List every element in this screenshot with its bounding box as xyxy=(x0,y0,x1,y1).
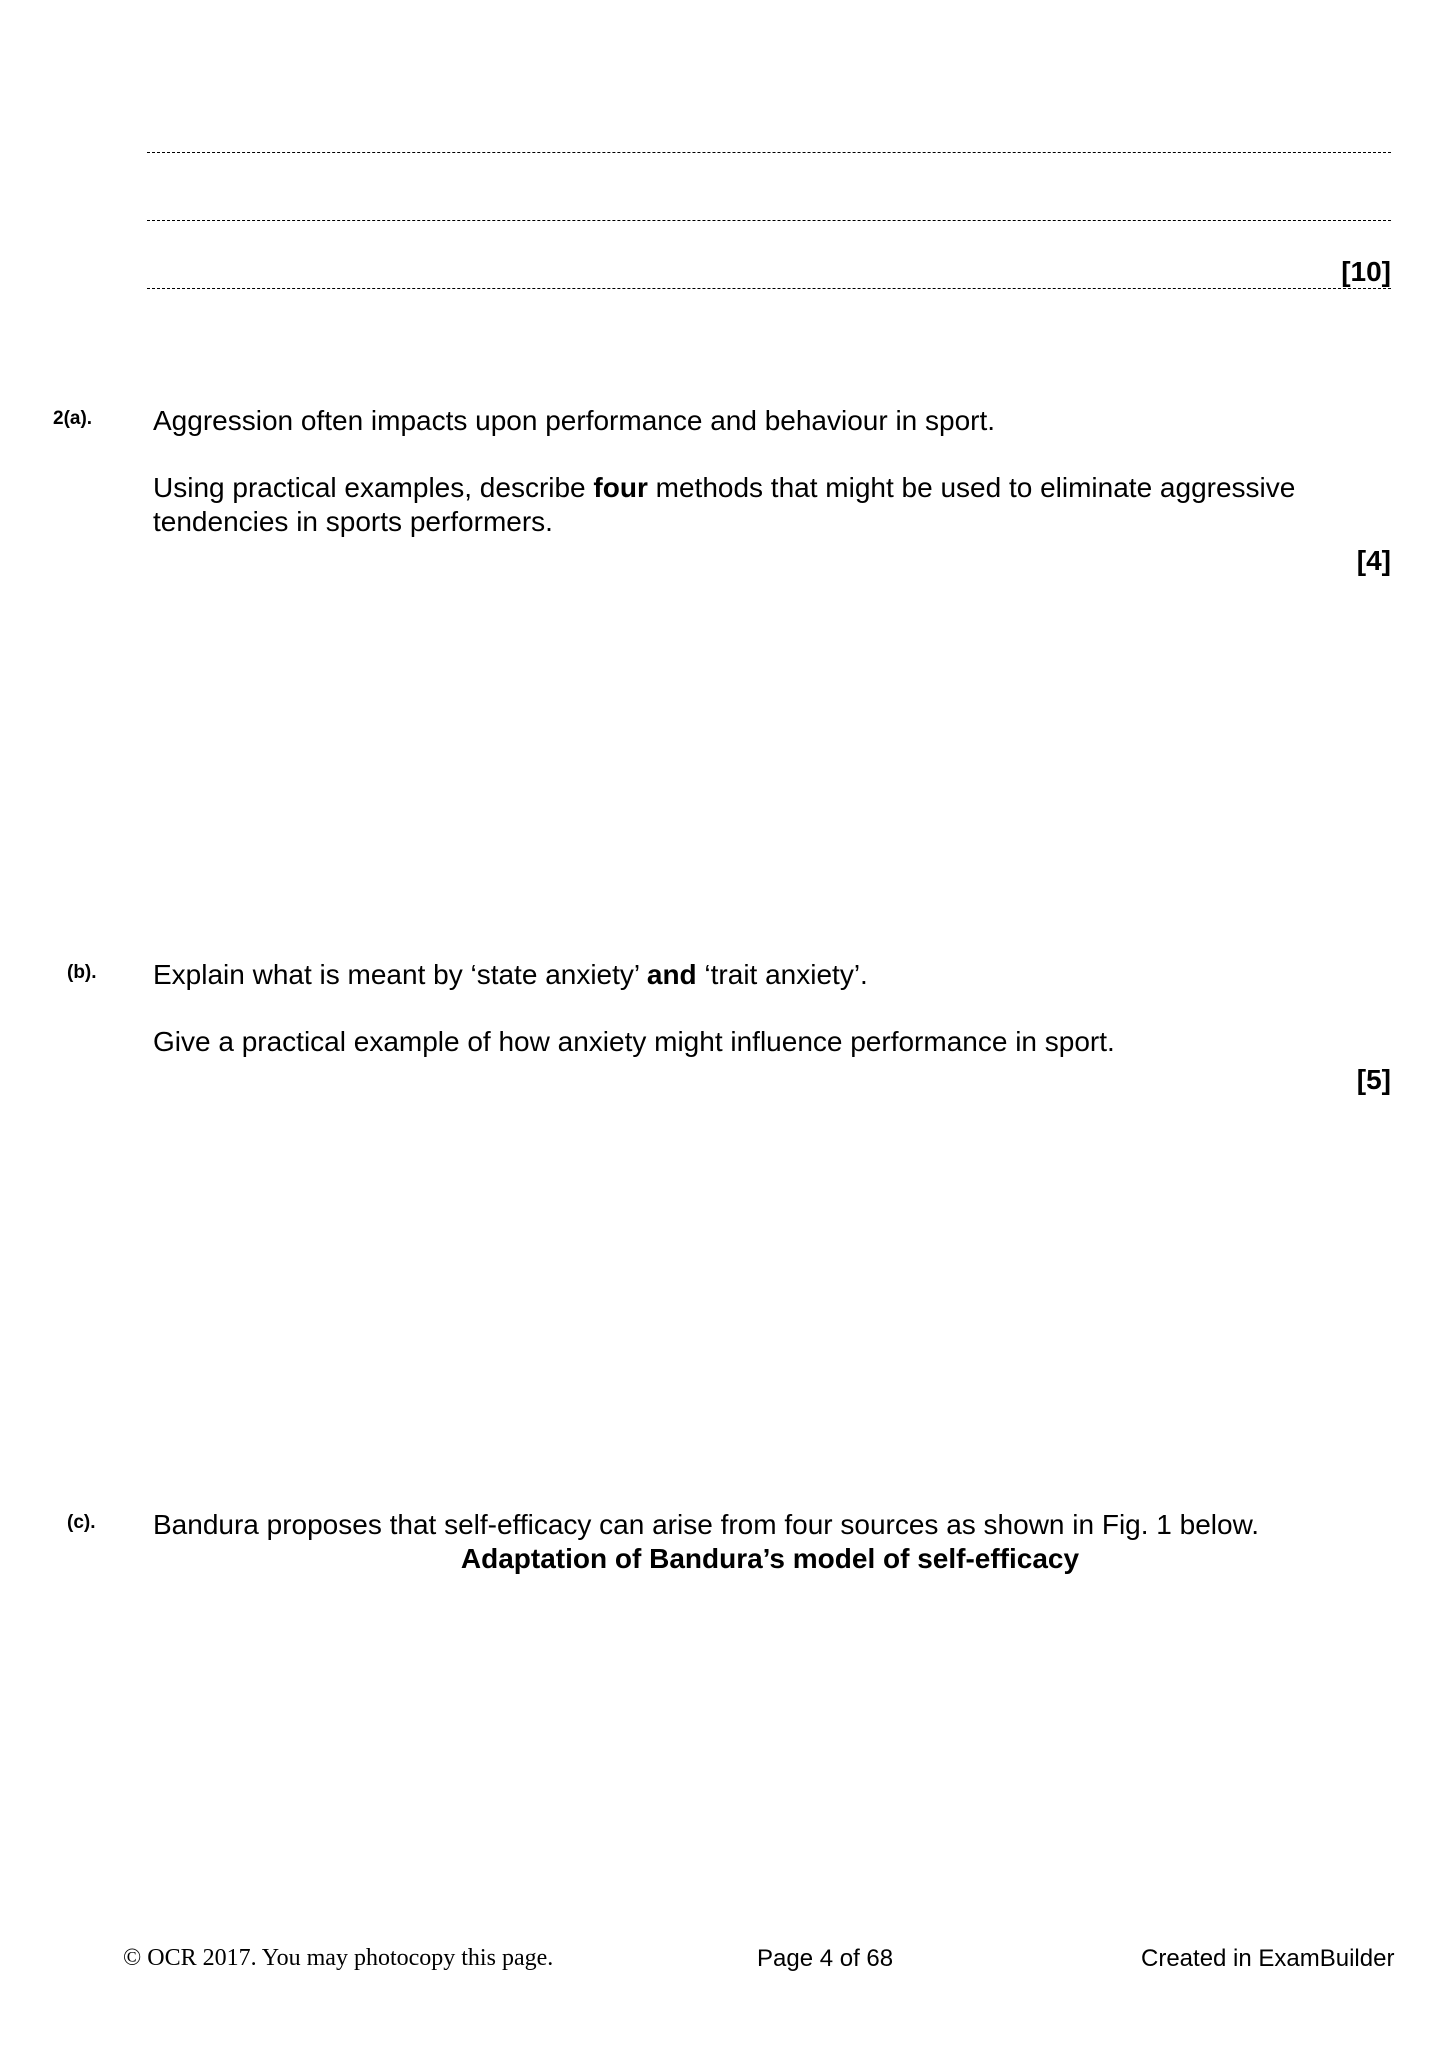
footer-page-number: Page 4 of 68 xyxy=(757,1945,894,1972)
figure-title: Adaptation of Bandura’s model of self-efficacy xyxy=(460,1543,1080,1574)
question-instruction: Give a practical example of how anxiety might influence performance in sport. xyxy=(153,1026,1115,1057)
question-number: (b). xyxy=(67,962,97,983)
emphasis-text: and xyxy=(646,959,697,990)
answer-line-3 xyxy=(147,288,1391,289)
question-text-part: ‘trait anxiety’. xyxy=(696,959,868,990)
question-instruction xyxy=(153,471,1388,539)
answer-line-2 xyxy=(147,220,1391,221)
question-text: Bandura proposes that self-efficacy can arise from four sources as shown in Fig. 1 below. xyxy=(153,1509,1260,1540)
question-text: Aggression often impacts upon performance and behaviour in sport. xyxy=(153,405,996,436)
emphasis-text: four xyxy=(593,472,648,503)
instruction-text: methods that might be used to eliminate aggressive tendencies in sports performers. xyxy=(153,472,1296,537)
marks-allocation: [4] xyxy=(1356,545,1391,576)
instruction-text: Using practical examples, describe xyxy=(153,472,594,503)
marks-allocation: [5] xyxy=(1356,1064,1391,1095)
answer-line-1 xyxy=(147,152,1391,153)
footer-copyright: © OCR 2017. You may photocopy this page. xyxy=(123,1945,554,1971)
marks-allocation: [10] xyxy=(1341,256,1391,287)
question-text xyxy=(153,958,1388,992)
footer-created: Created in ExamBuilder xyxy=(1141,1945,1395,1972)
question-number: 2(a). xyxy=(53,408,93,429)
question-number: (c). xyxy=(67,1512,96,1533)
question-text-part: Explain what is meant by ‘state anxiety’ xyxy=(153,959,647,990)
